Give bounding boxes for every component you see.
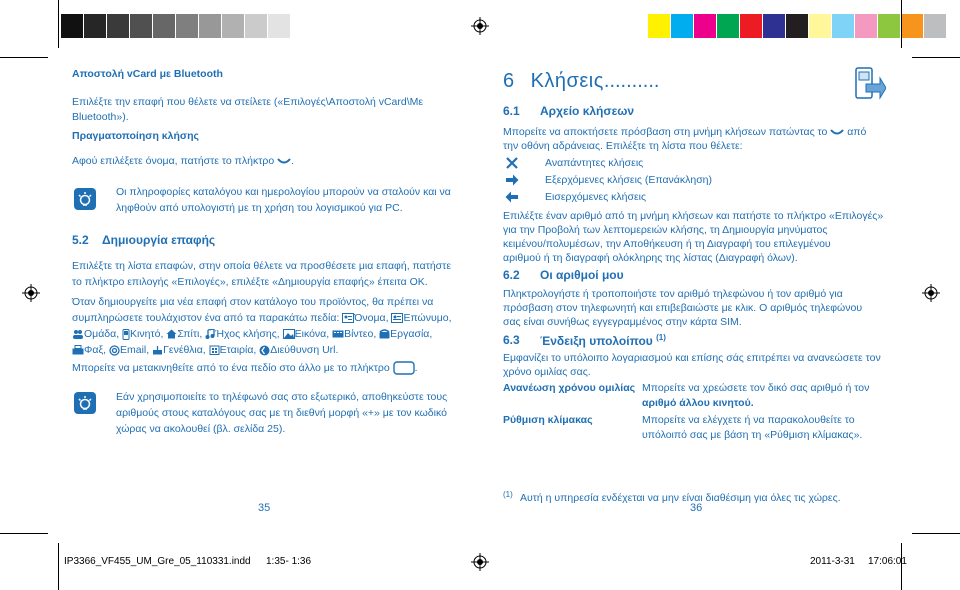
vcard-heading: Αποστολή vCard με Bluetooth <box>72 68 223 80</box>
fax-icon <box>72 345 84 355</box>
vcard-text: Επιλέξτε την επαφή που θέλετε να στείλετε («Επιλογές\Αποστολή vCard\Με <box>72 96 424 108</box>
section-number: 6.1 <box>503 104 520 118</box>
body-text: σας είναι συνήθως εγγεγραμμένος στην κάρτα SIM. <box>503 316 742 328</box>
chapter-number: 6 <box>503 70 515 92</box>
chapter-heading <box>503 70 659 93</box>
ringtone-icon <box>205 329 215 339</box>
slug-file: IP3366_VF455_UM_Gre_05_110331.indd <box>64 556 251 567</box>
vcard-text: Bluetooth»). <box>72 111 129 123</box>
section-number: 5.2 <box>72 233 89 247</box>
gray-swatch <box>245 14 267 38</box>
body-text: Μπορείτε να αποκτήσετε πρόσβαση στη μνήμη κλήσεων πατώντας το από <box>503 126 867 138</box>
color-swatch <box>832 14 854 38</box>
group-icon <box>72 329 84 339</box>
body-text: αριθμού ή τη διαγραφή ολόκληρης της λίστας (Διαγραφή όλων). <box>503 252 798 264</box>
registration-mark-icon <box>22 284 40 302</box>
gray-swatch <box>268 14 290 38</box>
work-phone-icon <box>379 329 390 339</box>
color-swatch <box>878 14 900 38</box>
gray-swatch <box>222 14 244 38</box>
body-text: για την Προβολή των λεπτομερειών κλήσης, τη Δημιουργία μηνύματος <box>503 224 828 236</box>
incoming-call-icon <box>505 191 519 203</box>
outgoing-call-icon <box>505 174 519 186</box>
call-text: Αφού επιλέξετε όνομα, πατήστε το πλήκτρο . <box>72 155 295 167</box>
home-icon <box>166 329 177 339</box>
section-title: Αρχείο κλήσεων <box>540 104 635 118</box>
video-icon <box>332 329 344 339</box>
footnote-ref: (1) <box>656 333 666 342</box>
chapter-title: Κλήσεις <box>530 70 604 92</box>
footnote-mark: (1) <box>503 490 513 499</box>
registration-mark-icon <box>471 17 489 35</box>
body-text: το πλήκτρο επιλογής «Επιλογές», επιλέξτε «Δημιουργία επαφής» έπειτα OK. <box>72 276 428 288</box>
table-text: υπόλοιπό σας με βάση τη «Ρύθμιση κλίμακας». <box>642 429 863 441</box>
image-icon <box>283 329 295 339</box>
fields-line: Φαξ, Email, Γενέθλια, Εταιρία, Διεύθυνση Url. <box>72 342 338 358</box>
slug-date: 2011-3-31 <box>810 556 855 567</box>
move-text: Μπορείτε να μετακινηθείτε από το ένα πεδίο στο άλλο με το πλήκτρο . <box>72 362 418 374</box>
table-text: Μπορείτε να ελέγχετε ή να παρακολουθείτε το <box>642 414 855 426</box>
page-number: 36 <box>690 502 703 514</box>
note-text: ληφθούν από υπολογιστή με τη χρήση του λογισμικού για PC. <box>116 202 403 214</box>
table-text: αριθμό άλλου κινητού. <box>642 397 754 409</box>
crop-mark <box>0 57 48 58</box>
call-key-icon <box>830 128 844 136</box>
color-swatch <box>786 14 808 38</box>
crop-mark <box>58 0 59 48</box>
note-text: Εάν χρησιμοποιείτε το τηλέφωνό σας στο εξωτερικό, αποθηκεύστε τους <box>116 391 448 403</box>
body-text: Επιλέξτε έναν αριθμό από τη μνήμη κλήσεων και πατήστε το πλήκτρο «Επιλογές» <box>503 210 884 222</box>
section-number: 6.3 <box>503 333 520 347</box>
table-label: Ρύθμιση κλίμακας <box>503 414 593 426</box>
body-text: την οθόνη αδράνειας. Επιλέξτε τη λίστα που θέλετε: <box>503 140 743 152</box>
company-icon <box>209 345 220 355</box>
section-title: Οι αριθμοί μου <box>540 268 624 282</box>
footnote-text: Αυτή η υπηρεσία ενδέχεται να μην είναι διαθέσιμη για όλες τις χώρες. <box>520 492 841 504</box>
crop-mark <box>912 57 960 58</box>
color-swatch <box>740 14 762 38</box>
note-text: χώρας να ακολουθεί (βλ. σελίδα 25). <box>116 423 286 435</box>
call-heading: Πραγματοποίηση κλήσης <box>72 130 199 142</box>
gray-swatch <box>130 14 152 38</box>
body-text: χρόνο ομιλίας σας. <box>503 366 591 378</box>
mobile-icon <box>122 329 130 340</box>
url-icon <box>259 345 270 356</box>
gray-swatch <box>107 14 129 38</box>
note-text: αριθμούς στους καταλόγους σας με τη διεθνή μορφή «+» με τον κωδικό <box>116 407 447 419</box>
crop-mark <box>0 533 48 534</box>
body-text: Όταν δημιουργείτε μια νέα επαφή στον κατάλογο του προϊόντος, θα πρέπει να <box>72 296 434 308</box>
slug-time: 17:06:01 <box>868 556 907 567</box>
gray-swatch <box>84 14 106 38</box>
page-number: 35 <box>258 502 271 514</box>
fields-line: Ομάδα, Κινητό, Σπίτι, Ήχος κλήσης, Εικόνα, Βίντεο, Εργασία, <box>72 326 432 342</box>
color-swatch <box>901 14 923 38</box>
fields-line: συμπληρώσετε τουλάχιστον ένα από τα παρακάτω πεδία: Όνομα, Επώνυμο, <box>72 312 452 324</box>
registration-mark-icon <box>922 284 940 302</box>
section-title: Δημιουργία επαφής <box>102 233 216 247</box>
slug-pages: 1:35- 1:36 <box>266 556 312 567</box>
section-number: 6.2 <box>503 268 520 282</box>
body-text: Επιλέξτε τη λίστα επαφών, στην οποία θέλετε να προσθέσετε μια επαφή, πατήστε <box>72 260 451 272</box>
gray-swatch <box>176 14 198 38</box>
color-swatch <box>648 14 670 38</box>
call-key-icon <box>277 157 291 165</box>
name-card-icon <box>342 313 354 323</box>
crop-mark <box>58 543 59 590</box>
missed-call-icon <box>505 157 519 169</box>
color-swatch <box>694 14 716 38</box>
gray-swatch <box>199 14 221 38</box>
color-swatch <box>671 14 693 38</box>
color-swatch <box>809 14 831 38</box>
color-swatch <box>717 14 739 38</box>
body-text: πρόσβαση στον τηλεφωνητή και επιβεβαιώστε με κλικ. Ο αριθμός τηλεφώνου <box>503 302 863 314</box>
table-text: Μπορείτε να χρεώσετε τον δικό σας αριθμό ή τον <box>642 382 870 394</box>
note-icon <box>74 188 96 210</box>
gray-swatch <box>61 14 83 38</box>
navigation-key-icon <box>393 361 415 375</box>
registration-mark-icon <box>471 553 489 571</box>
table-label: Ανανέωση χρόνου ομιλίας <box>503 382 636 394</box>
crop-mark <box>901 0 902 48</box>
call-type-missed: Αναπάντητες κλήσεις <box>545 157 644 169</box>
color-swatch <box>855 14 877 38</box>
email-icon <box>109 345 120 356</box>
surname-card-icon <box>391 313 403 323</box>
body-text: κειμένου/πολυμέσων, την Αποθήκευση ή τη Διαγραφή του επιλεγμένου <box>503 238 831 250</box>
call-type-outgoing: Εξερχόμενες κλήσεις (Επανάκληση) <box>545 174 713 186</box>
body-text: Εμφανίζει το υπόλοιπο λογαριασμού και επίσης σάς επιτρέπει να ανανεώσετε τον <box>503 352 881 364</box>
color-swatch <box>763 14 785 38</box>
section-title: Ένδειξη υπολοίπου $^{(1)}$ <box>540 333 666 348</box>
body-text: Πληκτρολογήστε ή τροποποιήστε τον αριθμό τηλεφώνου ή τον αριθμό για <box>503 288 843 300</box>
crop-mark <box>912 533 960 534</box>
call-type-incoming: Εισερχόμενες κλήσεις <box>545 191 647 203</box>
color-swatch <box>924 14 946 38</box>
birthday-icon <box>152 345 163 355</box>
chapter-dots: .......... <box>603 70 660 92</box>
note-icon <box>74 392 96 414</box>
note-text: Οι πληροφορίες καταλόγου και ημερολογίου μπορούν να σταλούν και να <box>116 186 451 198</box>
call-log-chapter-icon <box>852 66 886 106</box>
gray-swatch <box>153 14 175 38</box>
